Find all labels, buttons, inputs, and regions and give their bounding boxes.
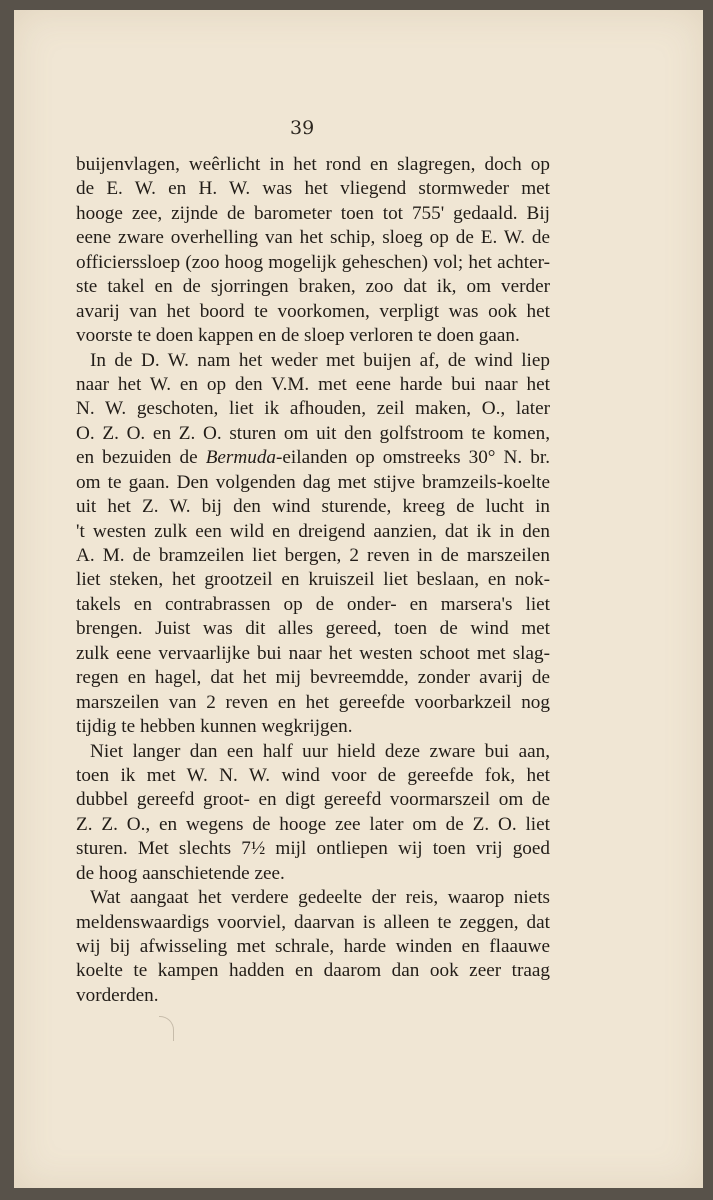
text-line: Z. Z. O., en wegens de hooge zee later om de Z. O. liet: [76, 813, 550, 835]
page-number: 39: [290, 117, 315, 139]
text-line: takels en contrabrassen op de onder- en marsera's liet: [76, 593, 550, 615]
text-line: koelte te kampen hadden en daarom dan ook zeer traag: [76, 960, 550, 982]
italic-place-name: Bermuda: [205, 447, 277, 469]
text-line: officierssloep (zoo hoog mogelijk geheschen) vol; het achter-: [76, 251, 550, 273]
text-line: zulk eene vervaarlijke bui naar het westen schoot met slag-: [76, 642, 550, 664]
paragraph-end-line: de hoog aanschietende zee.: [76, 862, 285, 884]
paragraph-end-line: tijdig te hebben kunnen wegkrijgen.: [76, 716, 353, 738]
paragraph-start-line: In de D. W. nam het weder met buijen af, de wind liep: [90, 349, 550, 371]
line-start: en bezuiden de: [76, 447, 206, 469]
text-line: marszeilen van 2 reven en het gereefde voorbarkzeil nog: [76, 691, 550, 713]
text-line: N. W. geschoten, liet ik afhouden, zeil maken, O., later: [76, 398, 550, 420]
body-text: [76, 153, 550, 1008]
text-line: avarij van het boord te voorkomen, verpligt was ook het: [76, 300, 550, 322]
text-line: wij bij afwisseling met schrale, harde winden en flaauwe: [76, 936, 550, 957]
text-line: liet steken, het grootzeil en kruiszeil liet beslaan, en nok-: [76, 569, 550, 591]
paragraph-start-line: Niet langer dan een half uur hield deze zware bui aan,: [90, 740, 550, 762]
paragraph-end-line: vorderden.: [76, 984, 159, 1006]
book-page: [14, 10, 703, 1188]
text-line: 't westen zulk een wild en dreigend aanzien, dat ik in den: [76, 520, 550, 542]
text-line: A. M. de bramzeilen liet bergen, 2 reven in de marszeilen: [76, 545, 550, 566]
text-line: de E. W. en H. W. was het vliegend stormweder met: [76, 178, 550, 200]
line-end: -eilanden op omstreeks 30° N. br.: [276, 447, 550, 469]
paragraph-start-line: Wat aangaat het verdere gedeelte der reis, waarop niets: [90, 887, 550, 909]
page-stain-mark: [159, 1016, 174, 1041]
text-line: om te gaan. Den volgenden dag met stijve bramzeils-koelte: [76, 471, 550, 493]
text-line: sturen. Met slechts 7½ mijl ontliepen wij toen vrij goed: [76, 838, 550, 860]
text-line: dubbel gereefd groot- en digt gereefd voormarszeil om de: [76, 789, 550, 811]
text-line: meldenswaardigs voorviel, daarvan is alleen te zeggen, dat: [76, 911, 550, 933]
text-line: O. Z. O. en Z. O. sturen om uit den golfstroom te komen,: [76, 422, 550, 444]
text-line: hooge zee, zijnde de barometer toen tot 755' gedaald. Bij: [76, 202, 550, 224]
text-line: eene zware overhelling van het schip, sloeg op de E. W. de: [76, 227, 550, 249]
text-line-with-italic: [76, 446, 550, 470]
text-line: regen en hagel, dat het mij bevreemdde, zonder avarij de: [76, 667, 550, 689]
text-line: buijenvlagen, weêrlicht in het rond en slagregen, doch op: [76, 154, 550, 175]
text-line: uit het Z. W. bij den wind sturende, kreeg de lucht in: [76, 496, 550, 518]
text-line: brengen. Juist was dit alles gereed, toen de wind met: [76, 618, 550, 640]
text-line: toen ik met W. N. W. wind voor de gereefde fok, het: [76, 764, 550, 786]
text-line: naar het W. en op den V.M. met eene harde bui naar het: [76, 373, 550, 395]
text-line: ste takel en de sjorringen braken, zoo dat ik, om verder: [76, 276, 550, 298]
paragraph-end-line: voorste te doen kappen en de sloep verloren te doen gaan.: [76, 325, 520, 347]
